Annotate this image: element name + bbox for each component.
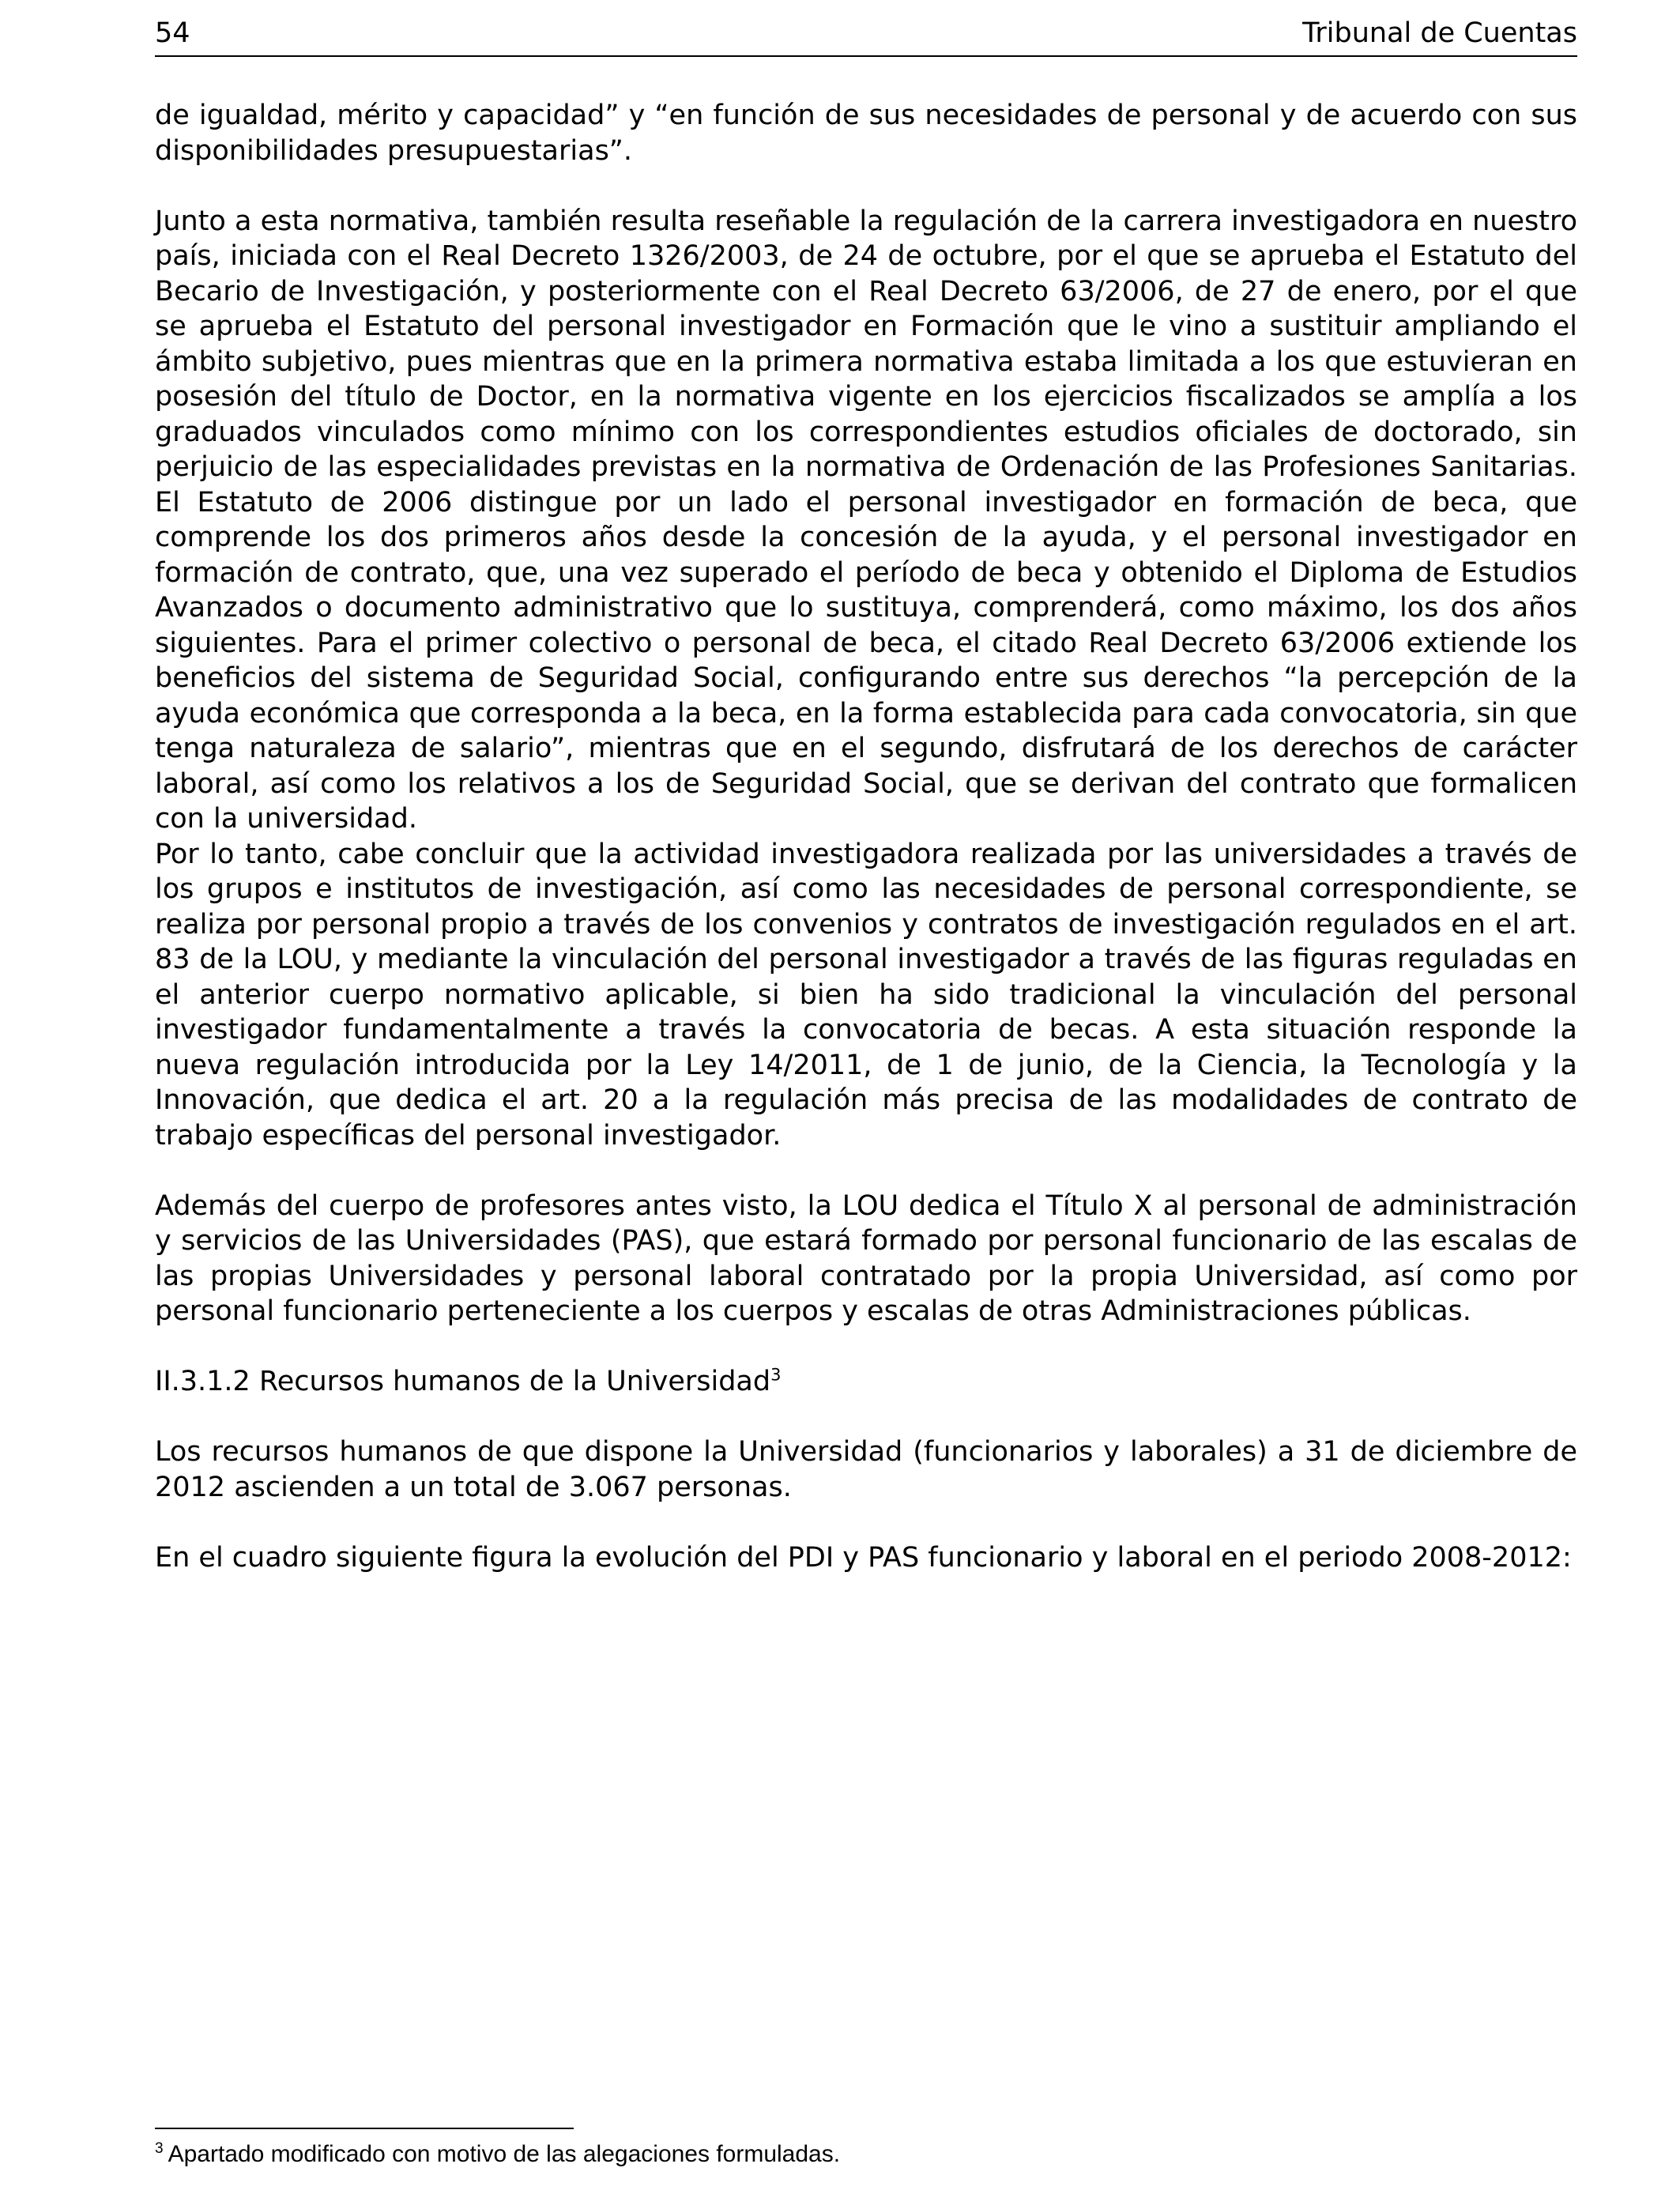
paragraph-4: Además del cuerpo de profesores antes visto, la LOU dedica el Título X al personal de administración y servicios de las Universidades (PAS), que estará formado por personal funcionario de las escalas de las propias Universidades y personal laboral contratado por la propia Universidad, así como por personal funcionario perteneciente a los cuerpos y escalas de otras Administraciones públicas. (155, 1189, 1577, 1327)
page-header (155, 17, 1577, 57)
page-number: 54 (155, 17, 190, 49)
footnote-separator (155, 2128, 574, 2129)
body-text (155, 98, 1577, 1611)
footnote-marker: 3 (155, 2140, 164, 2157)
running-title: Tribunal de Cuentas (1302, 17, 1577, 49)
paragraph-3: Por lo tanto, cabe concluir que la actividad investigadora realizada por las universidades a través de los grupos e institutos de investigación, así como las necesidades de personal correspondiente, se realiza por personal propio a través de los convenios y contratos de investigación regulados en el art. 83 de la LOU, y mediante la vinculación del personal investigador a través de las figuras reguladas en el anterior cuerpo normativo aplicable, si bien ha sido tradicional la vinculación del personal investigador fundamentalmente a través la convocatoria de becas. A esta situación responde la nueva regulación introducida por la Ley 14/2011, de 1 de junio, de la Ciencia, la Tecnología y la Innovación, que dedica el art. 20 a la regulación más precisa de las modalidades de contrato de trabajo específicas del personal investigador. (155, 838, 1577, 1152)
footnote (155, 2139, 1577, 2170)
footnote-reference: 3 (770, 1365, 782, 1385)
paragraph-6: En el cuadro siguiente figura la evolución del PDI y PAS funcionario y laboral en el periodo 2008-2012: (155, 1541, 1572, 1574)
paragraph-1: de igualdad, mérito y capacidad” y “en función de sus necesidades de personal y de acuerdo con sus disponibilidades presupuestarias”. (155, 100, 1577, 167)
footnote-text: Apartado modificado con motivo de las alegaciones formuladas. (168, 2141, 841, 2167)
paragraph-2: Junto a esta normativa, también resulta reseñable la regulación de la carrera investigadora en nuestro país, iniciada con el Real Decreto 1326/2003, de 24 de octubre, por el que se aprueba el Estatuto del Becario de Investigación, y posteriormente con el Real Decreto 63/2006, de 27 de enero, por el que se aprueba el Estatuto del personal investigador en Formación que le vino a sustituir ampliando el ámbito subjetivo, pues mientras que en la primera normativa estaba limitada a los que estuvieran en posesión del título de Doctor, en la normativa vigente en los ejercicios fiscalizados se amplía a los graduados vinculados como mínimo con los correspondientes estudios oficiales de doctorado, sin perjuicio de las especialidades previstas en la normativa de Ordenación de las Profesiones Sanitarias. El Estatuto de 2006 distingue por un lado el personal investigador en formación de beca, que comprende los dos primeros años desde la concesión de la ayuda, y el personal investigador en formación de contrato, que, una vez superado el período de beca y obtenido el Diploma de Estudios Avanzados o documento administrativo que lo sustituya, comprenderá, como máximo, los dos años siguientes. Para el primer colectivo o personal de beca, el citado Real Decreto 63/2006 extiende los beneficios del sistema de Seguridad Social, configurando entre sus derechos “la percepción de la ayuda económica que corresponda a la beca, en la forma establecida para cada convocatoria, sin que tenga naturaleza de salario”, mientras que en el segundo, disfrutará de los derechos de carácter laboral, así como los relativos a los de Seguridad Social, que se derivan del contrato que formalicen con la universidad. (155, 205, 1577, 835)
paragraph-5: Los recursos humanos de que dispone la Universidad (funcionarios y laborales) a 31 de diciembre de 2012 ascienden a un total de 3.067 personas. (155, 1436, 1577, 1503)
section-heading (155, 1364, 1577, 1400)
section-heading-text: II.3.1.2 Recursos humanos de la Universidad (155, 1366, 771, 1397)
